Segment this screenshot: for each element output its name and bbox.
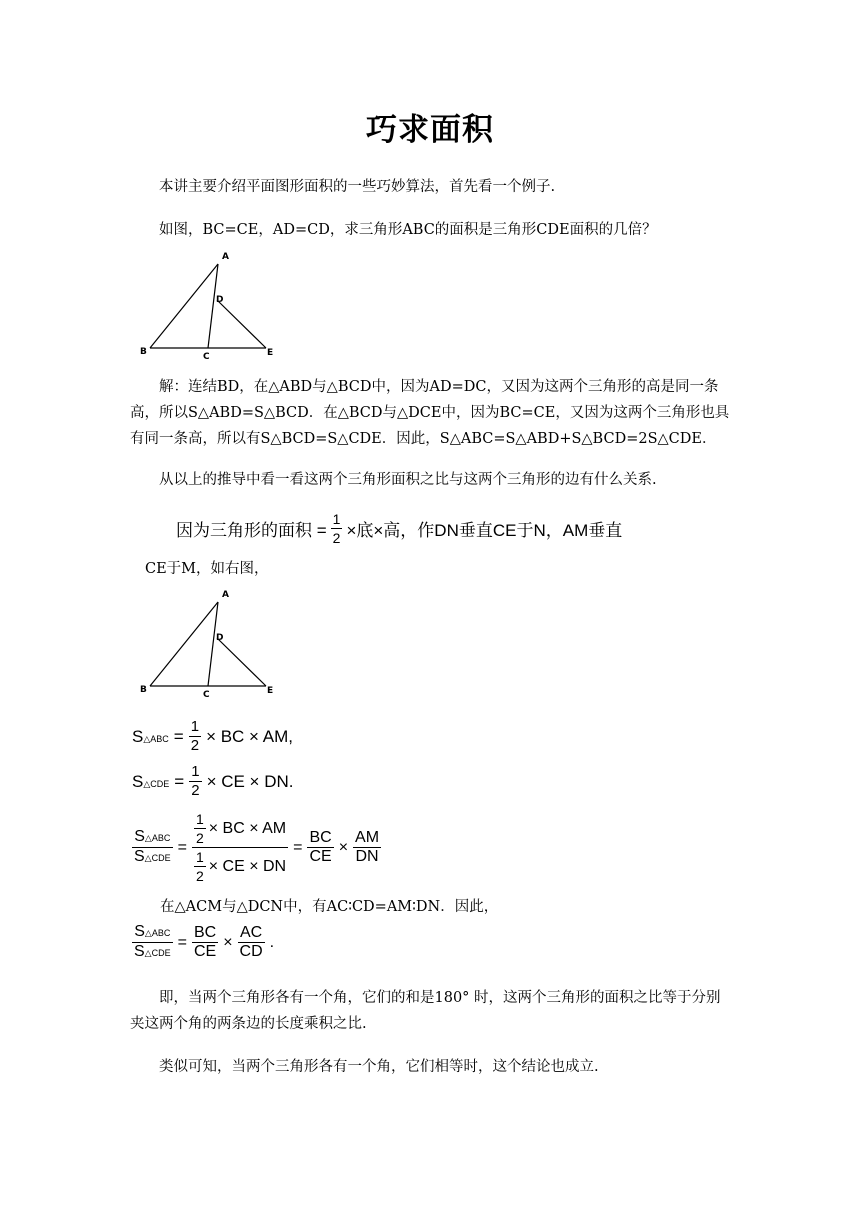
eq4-times: × (223, 933, 233, 951)
eq3-lhs-num-sub: △ABC (144, 833, 171, 843)
label-d: D (216, 633, 224, 643)
question-paragraph: 如图，BC=CE，AD=CD，求三角形ABC的面积是三角形CDE面积的几倍？ (159, 222, 657, 238)
triangle-figure-2 (138, 586, 278, 702)
half-den: 2 (332, 530, 341, 546)
page-title: 巧求面积 (366, 112, 494, 148)
ce-m-paragraph: CE于M，如右图， (145, 561, 269, 577)
eq4-lhs-num-sub: △ABC (144, 928, 171, 938)
label-e: E (267, 348, 274, 358)
label-b: B (140, 347, 147, 357)
label-b: B (140, 685, 147, 695)
area-formula-prefix: 因为三角形的面积 = (176, 521, 327, 540)
observe-paragraph: 从以上的推导中看一看这两个三角形面积之比与这两个三角形的边有什么关系. (159, 472, 657, 488)
eq3-mid-den-den: 2 (195, 868, 204, 884)
eq2-num: 1 (191, 763, 200, 780)
eq3-r1-den: CE (309, 848, 332, 865)
eq4-r1-num: BC (193, 924, 217, 941)
eq2-rest: × CE × DN. (206, 771, 294, 791)
area-formula-suffix: ×底×高，作DN垂直CE于N，AM垂直 (346, 521, 623, 540)
half-fraction (331, 510, 343, 547)
eq1-sub: △ABC (143, 733, 169, 744)
eq3-mid-num-num: 1 (195, 811, 204, 827)
eq3-equals-2: = (293, 838, 303, 856)
eq3-lhs-den: S (134, 848, 145, 865)
eq3-r1-num: BC (309, 829, 332, 846)
equation-area-abc (132, 718, 293, 755)
eq2-s: S (132, 771, 144, 791)
eq3-lhs-fraction (132, 828, 173, 867)
eq3-mid-den-rest: × CE × DN (208, 857, 287, 875)
eq3-mid-num-den: 2 (195, 830, 204, 846)
eq1-den: 2 (190, 737, 200, 754)
eq4-lhs-den-sub: △CDE (144, 948, 171, 958)
area-formula (176, 510, 622, 547)
half-num: 1 (332, 511, 341, 527)
eq2-sub: △CDE (143, 778, 170, 789)
eq2-fraction (189, 763, 201, 800)
acm-paragraph: 在△ACM与△DCN中，有AC∶CD=AM∶DN．因此， (160, 899, 499, 915)
eq1-s: S (132, 726, 144, 746)
eq1-rest: × BC × AM, (206, 726, 293, 746)
triangle-figure-1 (138, 248, 278, 364)
label-c: C (203, 352, 210, 362)
eq3-r2-den: DN (355, 848, 379, 865)
eq3-mid-fraction (192, 810, 288, 885)
eq3-lhs-num: S (134, 828, 145, 845)
eq4-lhs-num: S (134, 923, 145, 940)
eq3-r2-fraction (353, 829, 381, 866)
label-a: A (222, 252, 229, 262)
eq4-r1-fraction (192, 924, 218, 961)
eq3-mid-num-rest: × BC × AM (208, 819, 287, 837)
eq4-lhs-den: S (134, 943, 145, 960)
similar-paragraph: 类似可知，当两个三角形各有一个角，它们相等时，这个结论也成立. (159, 1059, 599, 1075)
eq1-num: 1 (190, 718, 200, 735)
eq4-equals: = (177, 933, 187, 951)
intro-paragraph: 本讲主要介绍平面图形面积的一些巧妙算法，首先看一个例子. (159, 179, 556, 195)
eq3-r1-fraction (307, 829, 333, 866)
eq2-equals: = (174, 771, 185, 791)
eq3-mid-den-num: 1 (195, 849, 204, 865)
equation-area-cde (132, 763, 293, 800)
eq3-r2-num: AM (355, 829, 380, 846)
eq2-den: 2 (191, 782, 200, 799)
eq3-lhs-den-sub: △CDE (144, 853, 171, 863)
label-d: D (216, 295, 224, 305)
eq1-fraction (189, 718, 201, 755)
equation-ratio-final (132, 923, 274, 962)
label-e: E (267, 686, 274, 696)
eq4-r2-num: AC (238, 924, 265, 943)
conclusion-paragraph: 即，当两个三角形各有一个角，它们的和是180° 时，这两个三角形的面积之比等于分别夹这两个角的两条边的长度乘积之比. (130, 990, 721, 1032)
solution-paragraph: 解：连结BD，在△ABD与△BCD中，因为AD=DC，又因为这两个三角形的高是同一条高，所以S△ABD=S△BCD．在△BCD与△DCE中，因为BC=CE，又因为这两个三角形也具有同一条高，所以有S△BCD=S△CDE．因此，S△ABC=S△ABD+S△BCD=2S△CDE． (130, 379, 730, 447)
eq4-r2-fraction (238, 924, 265, 961)
label-a: A (222, 590, 229, 600)
label-c: C (203, 690, 210, 700)
eq1-equals: = (173, 726, 184, 746)
eq3-equals: = (177, 838, 187, 856)
eq4-lhs-fraction (132, 923, 173, 962)
eq3-times: × (338, 838, 349, 856)
equation-ratio (132, 810, 381, 885)
eq4-r1-den: CE (193, 943, 217, 960)
eq4-end: . (269, 933, 275, 951)
eq4-r2-den: CD (239, 943, 263, 960)
